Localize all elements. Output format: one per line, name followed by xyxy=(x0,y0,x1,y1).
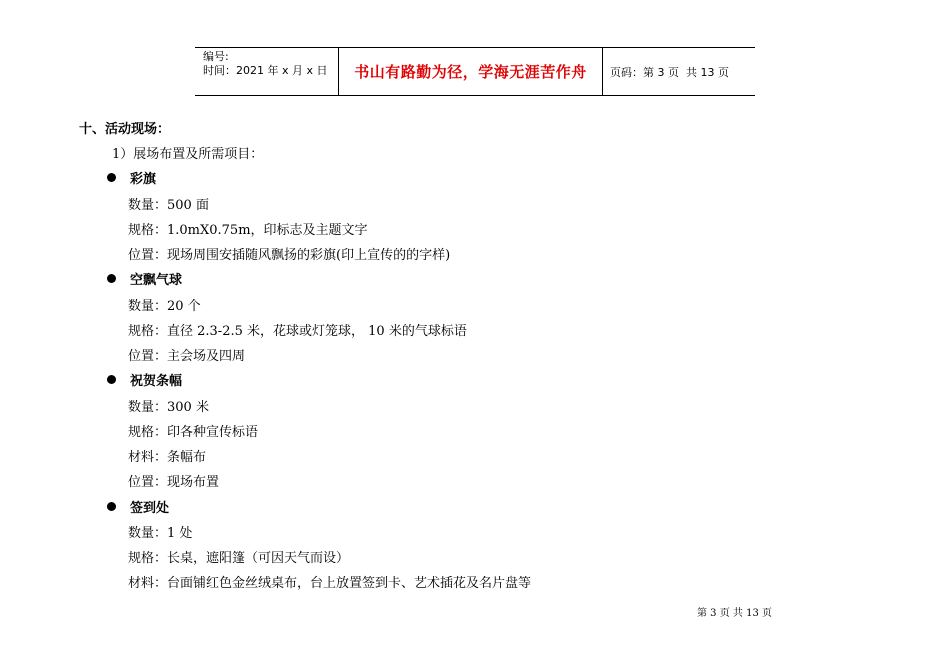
item-line: 位置：主会场及四周 xyxy=(128,349,246,364)
item-title: 祝贺条幅 xyxy=(130,374,183,389)
item-line: 数量：1 处 xyxy=(128,526,193,541)
bullet-icon xyxy=(107,375,116,384)
motto-text: 书山有路勤为径，学海无涯苦作舟 xyxy=(354,63,587,81)
item-line: 位置：现场布置 xyxy=(128,475,220,490)
item-line: 规格：直径 2.3-2.5 米，花球或灯笼球， 10 米的气球标语 xyxy=(128,324,467,339)
number-label: 编号: xyxy=(203,50,229,63)
item-line: 数量：20 个 xyxy=(128,299,201,314)
item-line: 规格：1.0mX0.75m，印标志及主题文字 xyxy=(128,223,368,238)
bullet-icon xyxy=(107,502,116,511)
item-line: 规格：长桌，遮阳篷（可因天气而设） xyxy=(128,551,350,566)
header-page-code xyxy=(603,48,755,95)
item-line: 材料：条幅布 xyxy=(128,450,207,465)
list-item-heading xyxy=(107,273,182,289)
item-title: 彩旗 xyxy=(130,172,157,187)
list-item-heading xyxy=(107,374,182,390)
page-header xyxy=(195,47,755,96)
page-code-text: 页码：第 3 页 共 13 页 xyxy=(610,65,729,79)
item-line: 规格：印各种宣传标语 xyxy=(128,425,259,440)
list-item-heading xyxy=(107,501,169,517)
item-line: 材料：台面铺红色金丝绒桌布，台上放置签到卡、艺术插花及名片盘等 xyxy=(128,576,532,591)
list-item-heading xyxy=(107,172,156,188)
page-footer: 第 3 页 共 13 页 xyxy=(697,608,772,619)
header-motto xyxy=(338,48,603,95)
bullet-icon xyxy=(107,274,116,283)
header-meta xyxy=(195,48,338,95)
section-title: 十、活动现场： xyxy=(79,122,171,137)
item-line: 数量：500 面 xyxy=(128,198,209,213)
item-line: 位置：现场周围安插随风飘扬的彩旗(印上宣传的的字样) xyxy=(128,248,451,263)
item-title: 空飘气球 xyxy=(130,273,183,288)
time-label: 时间：2021 年 x 月 x 日 xyxy=(203,64,328,77)
section-subtitle: 1）展场布置及所需项目： xyxy=(112,147,264,162)
item-line: 数量：300 米 xyxy=(128,400,209,415)
item-title: 签到处 xyxy=(130,501,170,516)
bullet-icon xyxy=(107,173,116,182)
